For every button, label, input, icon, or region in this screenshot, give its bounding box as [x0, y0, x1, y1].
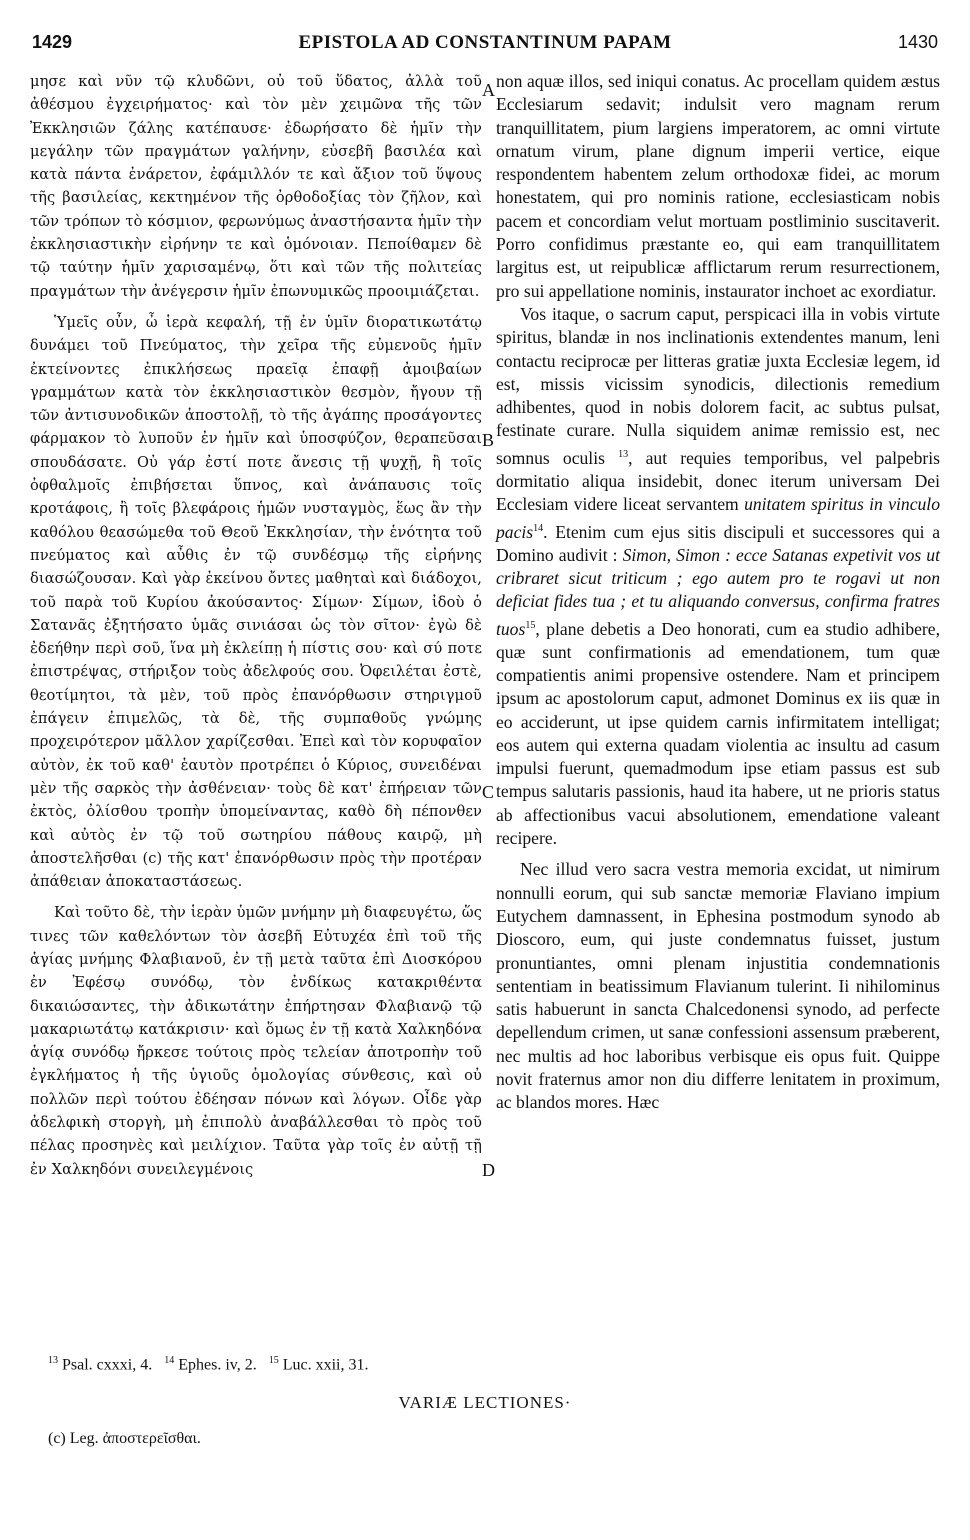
footnote-ref-13: 13 [618, 448, 629, 460]
running-title: EPISTOLA AD CONSTANTINUM PAPAM [298, 32, 672, 53]
latin-paragraph-2: Vos itaque, o sacrum caput, perspicaci illa in vobis virtute spiritus, blandæ in nos inclinationis extendentes manum, leni contactu reciprocæ per litteras gratiæ juxta Ecclesiæ legem, id est, missis vicissim synodicis, dilectionis remedium adhibentes, quod in nobis dolorem facit, ac subtus pulsat, festinate curare. Nulla siquidem animæ remissio est, nec somnus oculis $^{13}$, aut requies temporibus, vel palpebris dormitatio aliqua insidebit, donec iterum universam Dei Ecclesiam videre liceat servantem unitatem spiritus in vinculo pacis$^{14}$. Etenim cum ejus sitis discipuli et successores qui a Domino audivit : Simon, Simon : ecce Satanas expetivit vos ut cribraret sicut triticum ; ego autem pro te rogavi ut non deficiat fides tua ; et tu aliquando conversus, confirma fratres tuos$^{15}$, plane debetis a Deo honorati, cum ea studio adhibere, quæ sunt confirmationis ad emendationem, tum quæ compatientis animi propensive ostendere. Nam et principem ipsum ac apostolorum caput, admonet Dominus ex iis quæ in eo acciderunt, ut ipse quidem carnis infirmitatem intelligat; eos autem qui externa quadam violentia ac insultu ad casum impulsi fuerunt, quemadmodum ipse etiam passus est sub tempus salutaris passionis, haud ita habere, ut ne prioris status ab affectionibus vacui absolutionem, emendatione valeant recipere. [496, 303, 940, 849]
margin-marker-d: D [482, 1160, 495, 1180]
greek-paragraph-1: μησε καὶ νῦν τῷ κλυδῶνι, οὐ τοῦ ὕδατος, ἀλλὰ τοῦ ἀθέσμου ἐγχειρήματος· καὶ τὸν μὲν χειμῶνα τῆς τῶν Ἐκκλησιῶν ζάλης κατέπαυσε· ἐδωρήσατο δὲ ἡμῖν τὴν μεγάλην τῶν πραγμάτων γαλήνην, εὐσεβῆ βασιλέα καὶ κατὰ πάντα ἐνάρετον, ἐφάμιλλόν τε καὶ ἄξιον τοῦ ὕψους τῆς βασιλείας, κεκτημένον τῆς ὀρθοδοξίας τὸν ζῆλον, καὶ τῶν τρόπων τὸ κόσμιον, φερωνύμως ἀναστήσαντα ἡμῖν τὴν ἐκκλησιαστικὴν εἰρήνην τε καὶ ὁμόνοιαν. Πεποίθαμεν δὲ τῷ ταύτην ἡμῖν χαρισαμένῳ, ὅτι καὶ τῶν τῆς πολιτείας πραγμάτων τὴν ἀνέγερσιν ἡμῖν ἐπωνυμικῶς προοιμιάζεται. [30, 73, 482, 300]
greek-paragraph-2: Ὑμεῖς οὖν, ὦ ἱερὰ κεφαλή, τῇ ἐν ὑμῖν διορατικωτάτῳ δυνάμει τοῦ Πνεύματος, τὴν χεῖρα τῆς εὐμενοῦς ἡμῖν ἐκτείνοντες ἐπικλήσεως πραεῖᾳ ἐπαφῇ ἀμοιβαίων γραμμάτων κατὰ τὸν ἐκκλησιαστικὸν θεσμὸν, ἤγουν τῇ τῶν ἀντισυνοδικῶν ἀποστολῇ, τὸ τῆς ἀγάπης προσάγοντες φάρμακον τὸ λυποῦν ἐν ἡμῖν καὶ ὑποσφύζον, θεραπεῦσαι σπουδάσατε. Οὐ γάρ ἐστί ποτε ἄνεσις τῇ ψυχῇ, ἢ τοῖς ὀφθαλμοῖς ἐπιβήσεται ὕπνος, καὶ ἀνάπαυσις τοῖς κροτάφοις, ἢ τοῖς βλεφάροις ἡμῶν νυσταγμὸς, ἕως ἂν τὴν καθόλου θεασώμεθα τοῦ Θεοῦ Ἐκκλησίαν, τὴν ἑνότητα τοῦ πνεύματος καὶ αὖθις ἐν τῷ συνδέσμῳ τῆς εἰρήνης διασώζουσαν. Καὶ γὰρ ἐκείνου ὄντες μαθηταὶ καὶ διάδοχοι, τοῦ παρὰ τοῦ Κυρίου ἀκούσαντος· Σίμων· Σίμων, ἰδοὺ ὁ Σατανᾶς ἐξητήσατο ὑμᾶς σινιάσαι ὡς τὸν σῖτον· ἐγὼ δὲ ἐδεήθην περὶ σοῦ, ἵνα μὴ ἐκλείπῃ ἡ πίστις σου· καὶ σύ ποτε ἐπιστρέψας, στήριξον τοὺς ἀδελφούς σου. Ὀφειλέται ἐστὲ, θεοτίμητοι, τὰ μὲν, τοῦ πρὸς ἐπανόρθωσιν στηριγμοῦ ἐπάγειν ἐπιμελῶς, τὰ δὲ, τῆς συμπαθοῦς γνώμης προχειρότερον μᾶλλον χαρίζεσθαι. Ἐπεὶ καὶ τὸν κορυφαῖον αὐτὸν, ἐκ τοῦ καθ' ἑαυτὸν προτρέπει ὁ Κύριος, συνειδέναι μὲν τῆς σαρκὸς τὴν ἀσθένειαν· τοὺς δὲ κατ' ἐπήρειαν τῶν ἐκτὸς, ὀλίσθου τροπὴν ὑπομείναντας, καθὸ δὴ πέπονθεν καὶ αὐτὸς ἐν τῷ τοῦ σωτηρίου πάθους καιρῷ, μὴ ἀποστελῆσθαι (c) τῆς κατ' ἐπανόρθωσιν πρὸς τὴν προτέραν ἀπάθειαν ἀποκαταστάσεως. [30, 313, 482, 891]
page-number-left: 1429 [32, 32, 73, 52]
footnote-ref-14: 14 [533, 522, 544, 534]
greek-column [30, 70, 482, 1181]
margin-marker-b: B [482, 430, 495, 450]
footnote-13: Psal. cxxxi, 4. [62, 1356, 153, 1374]
quote-luke: Simon, Simon : ecce Satanas expetivit vos ut cribraret sicut triticum ; ego autem pro te rogavi ut non deficiat fides tua ; et tu aliquando conversus, confirma fratres tuos [496, 544, 940, 639]
variant-reading-c: (c) Leg. ἀποστερεῖσθαι. [48, 1430, 201, 1447]
latin-column [496, 70, 940, 1115]
margin-marker-c: C [482, 782, 495, 802]
greek-paragraph-3: Καὶ τοῦτο δὲ, τὴν ἱερὰν ὑμῶν μνήμην μὴ διαφευγέτω, ὥς τινες τῶν καθελόντων τὸν ἀσεβῆ Εὐτυχέα ἐπὶ τοῦ τῆς ἁγίας μνήμης Φλαβιανοῦ, ἐν τῇ μετὰ ταῦτα ἐπὶ Διοσκόρου ἐν Ἐφέσῳ συνόδῳ, τὸν ἐνδίκως κατακριθέντα δικαιώσαντες, τὴν ἀδικωτάτην ἐπήρτησαν Φλαβιανῷ τῷ μακαριωτάτῳ κατάκρισιν· καὶ ὅμως ἐν τῇ κατὰ Χαλκηδόνα ἁγίᾳ συνόδῳ ἤρκεσε τούτοις πρὸς τελείαν ἀποτροπὴν τοῦ ἐγκλήματος ἡ τῆς ὑγιοῦς ὁμολογίας σύνθεσις, καὶ οὐ πολλῶν περὶ τούτου ἐδέησαν πόνων καὶ λόγων. Οἶδε γὰρ ἀδελφικὴ στοργὴ, μὴ ἐπιπολὺ ἀναβάλλεσθαι τὸ πρὸς τοῦ πέλας προσηνὲς καὶ μειλίχιον. Ταῦτα γὰρ τοῖς ἐν αὐτῇ τῇ ἐν Χαλκηδόνι συνειλεγμένοις [30, 904, 482, 1178]
quote-ephesians: unitatem spiritus in vinculo pacis [496, 494, 940, 542]
footnote-15: Luc. xxii, 31. [282, 1356, 369, 1374]
footnote-14: Ephes. iv, 2. [178, 1356, 257, 1374]
latin-paragraph-3: Nec illud vero sacra vestra memoria excidat, ut nimirum nonnulli eorum, qui sub sanctæ memoriæ Flaviano impium Eutychem damnassent, in Ephesina postmodum synodo ab Dioscoro, eum, qui juste condemnatus fuisset, justum pronuntiantes, omni plenam injustitia condemnationis sententiam in beatissimum Flavianum tulerint. Ii nihilominus satis habuerunt in sancta Chalcedonensi synodo, ad perfecte depellendum crimen, ut sanæ confessioni assensum præberent, nec multis ad hoc laboribus verbisque eis opus fuit. Quippe novit fraternus amor non diu differre lenitatem in proximum, ac blandos mores. Hæc [496, 859, 940, 1113]
page-number-right: 1430 [897, 32, 938, 52]
page-header [0, 32, 970, 62]
variae-lectiones-heading: VARIÆ LECTIONES· [398, 1393, 572, 1412]
latin-paragraph-1: non aquæ illos, sed iniqui conatus. Ac procellam quidem æstus Ecclesiarum sedavit; indulsit vero magnam rerum tranquillitatem, pium largiens imperatorem, ac omni virtute ornatum virum, plane dignum imperii vertice, eique respondentem habentem zelum orthodoxæ fidei, ac morum honestatem, qui pro nominis ratione, ecclesiasticam nobis pacem et concordiam velut mortuam postliminio suscitaverit. Porro confidimus præstante eo, qui eam tranquillitatem largitus est, ut reipublicæ afflictarum rerum resurrectionem, pro sui appellatione nominis, instaurator inchoet ac exordiatur. [496, 71, 940, 301]
footnotes: $^{13}$ Psal. cxxxi, 4. $^{14}$ Ephes. iv, 2. $^{15}$ Luc. xxii, 31. [48, 1355, 369, 1374]
margin-marker-a: A [482, 80, 495, 100]
footnote-ref-15: 15 [525, 619, 536, 631]
